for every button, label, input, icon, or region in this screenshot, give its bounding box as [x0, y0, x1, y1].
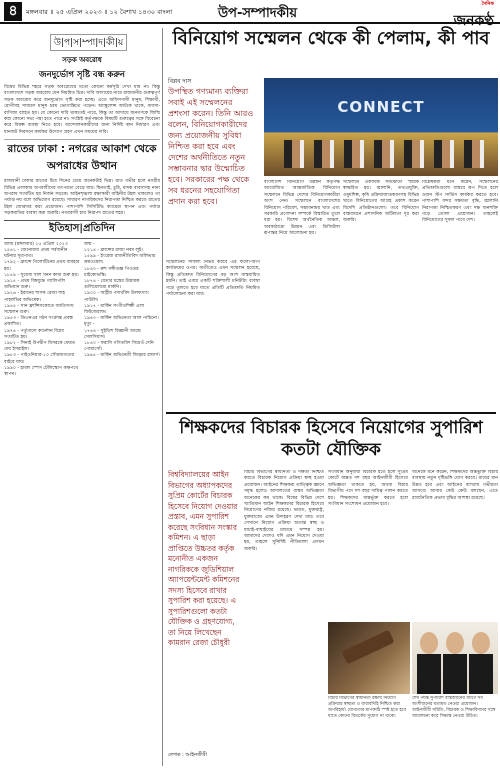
history-item: জন্ম - [84, 241, 95, 247]
article-body-night-dhaka: রাজধানী ঢাকার রাতের চিত্র দিনের চেয়ে অনেকটাই ভিন্ন। রাত গভীর হলে নগরীর বিভিন্ন এলাকায় অপরাধীদের তৎপরতা বেড়ে যায়। ছিনতাই, চুরি, মাদক ব্যবসাসহ নানা অপরাধ সংঘটিত হয় নির্জন সড়কে। আইনশৃঙ্খলা রক্ষাকারী বাহিনীর টহল থাকলেও তা পর্যাপ্ত নয় বলে অভিযোগ রয়েছে। সাধারণ নাগরিকদের নিরাপত্তা নিশ্চিত করতে রাতের টহল জোরদার করা প্রয়োজন। পাশাপাশি সিসিটিভি ক্যামেরা স্থাপন এবং পর্যাপ্ত সড়কবাতির ব্যবস্থা করা জরুরি। নগরবাসী চায় নিরাপদ রাতের শহর। [4, 179, 160, 217]
history-item: ১৯৭৪ - পর্তুগালে কার্নেশন বিপ্লব সংঘটিত হয়। [4, 328, 64, 340]
investment-body-col2: সম্মেলনে একাধিক সমঝোতা স্মারক স্বাক্ষরিত হয়। জ্বালানি, তথ্যপ্রযুক্তি, ওষুধশিল্প, কৃষি প্রক্রিয়াজাতকরণসহ বিভিন্ন খাতে বিনিয়োগের আগ্রহ প্রকাশ করেন বিদেশি প্রতিষ্ঠানগুলো। তবে বিনিয়োগ বাস্তবায়নে প্রশাসনিক জটিলতা দূর করা জরুরি। [343, 180, 419, 224]
history-item: ১৫৪১ - জেনোয়ায় প্রথম সর্বজনীন ঘটনার সূত্রপাত। [4, 247, 68, 260]
history-item: ১৫৯৯ - ইংরেজ রাজনীতিবিদ অলিভার ক্রমওয়েল। [84, 254, 156, 266]
history-item: ১৯৯৫ - মার্কিন অভিনেত্রী জিঞ্জার রজার্স। [84, 353, 160, 359]
judge-robe [417, 654, 441, 694]
judge-figure [420, 632, 438, 654]
history-date: আজ (মঙ্গলবার) ২৫ এপ্রিল ২০২৩ [4, 241, 68, 247]
investment-body-left: সম্মেলনের সাফল্য নির্ভর করবে এর ফলো-আপ কার্যক্রমের ওপর। অতীতেও এমন সম্মেলন হয়েছে, কিন্তু প্রতিশ্রুত বিনিয়োগের বড় অংশ বাস্তবায়িত হয়নি। তাই এবার একটি শক্তিশালী মনিটরিং ব্যবস্থা গড়ে তুলতে হবে যাতে প্রতিটি প্রতিশ্রুতি নিয়মিত পর্যালোচনা করা যায়। [166, 260, 260, 298]
history-list-left [4, 242, 80, 378]
investment-teaser: উপস্থিত গণ্যমান্য ব্যক্তিরা সবাই এই সম্মেলনের প্রশংসা করেন। তিনি আরও বলেন, বিনিয়োগকারীদের জন্য প্রয়োজনীয় সুবিধা নিশ্চিত করা হবে এবং দেশের অর্থনীতিতে নতুন সম্ভাবনার দ্বার উন্মোচিত হবে। সরকারের পক্ষ থেকে সব ধরনের সহযোগিতা প্রদান করা হবে। [168, 87, 254, 206]
dateline: মঙ্গলবার ॥ ২৫ এপ্রিল ২০২৩ ॥ ১২ বৈশাখ ১৪৩০ বাংলা [26, 8, 173, 16]
history-item: ১৮৭৪ - বেতার যন্ত্রের উদ্ভাবক গুলিয়েলমো মার্কনি। [84, 278, 140, 291]
teachers-judges-headline[interactable]: শিক্ষকদের বিচারক হিসেবে নিয়োগের সুপারিশ কতটা যৌক্তিক [166, 412, 496, 461]
investment-byline: বিপ্লব দাস [168, 78, 192, 85]
editorial-kicker: সড়ক অবরোধ [62, 56, 102, 64]
judges-body-col5: শেষ পর্যন্ত সুপারিশ বাস্তবায়নের আগে সব অংশীজনের মতামত নেওয়া প্রয়োজন। আইনজীবী সমিতি, বিচারক ও শিক্ষাবিদদের সঙ্গে আলোচনা করে সিদ্ধান্ত নেওয়া উচিত। [412, 696, 496, 719]
column-brand: উ|প|স|ম্পা|দ|কী|য় [50, 34, 127, 51]
investment-summit-headline[interactable]: বিনিয়োগ সম্মেলন থেকে কী পেলাম, কী পাব [172, 28, 490, 49]
left-column [4, 30, 160, 766]
page-number: ৪ [4, 2, 22, 21]
history-item: মৃত্যু - [84, 322, 95, 328]
page-header [0, 0, 500, 29]
history-item: ১৭৪৪ - সুইডিশ বিজ্ঞানী আন্দ্রে সেলসিয়াস। [84, 328, 141, 340]
investment-body-col1: বাংলাদেশ বিনিয়োগ উন্নয়ন কর্তৃপক্ষ আয়োজিত আন্তর্জাতিক বিনিয়োগ সম্মেলনে বিভিন্ন দেশের বিনিয়োগকারীরা অংশ নেন। সম্মেলনে বাংলাদেশের বিনিয়োগ পরিবেশ, সম্ভাবনাময় খাত এবং সরকারি প্রণোদনা সম্পর্কে বিস্তারিত তুলে ধরা হয়। বিশেষ অর্থনৈতিক অঞ্চল, অবকাঠামো উন্নয়ন এবং ডিজিটাল রূপান্তর নিয়ে আলোচনা হয়। [264, 180, 340, 237]
history-item: ১৮৫৯ - সুয়েজ খাল খনন কাজ শুরু হয়। [4, 272, 79, 278]
judges-body-col3: অনেকে মনে করেন, শিক্ষকদের অন্তর্ভুক্তি বিচার ব্যবস্থায় নতুন দৃষ্টিভঙ্গি যোগ করবে। রায়ের মান উন্নত হবে এবং আইনের ব্যাখ্যায় গভীরতা আসবে। আবার কেউ কেউ বলছেন, এতে রাজনৈতিক প্রভাব বৃদ্ধির আশঙ্কা রয়েছে। [412, 470, 498, 501]
history-item: ১৯৯০ - হাবল স্পেস টেলিস্কোপ কক্ষপথে স্থাপন। [4, 365, 79, 377]
history-item: ১৯৪৫ - সান ফ্রান্সিসকোতে জাতিসংঘ সম্মেলন শুরু। [4, 303, 74, 315]
gavel-icon [341, 630, 394, 665]
panel-speakers-image [284, 140, 484, 168]
judge-figure [446, 632, 464, 654]
judges-illustration [412, 622, 498, 694]
summit-banner-text: CONNECT [337, 98, 425, 116]
investment-body-col3: বিশ্লেষকরা মনে করেন, সম্মেলনের প্রতিশ্রুতিগুলো বাস্তবে রূপ দিতে হলে ওয়ান স্টপ সার্ভিস কার্যকর করতে হবে। পাশাপাশি বন্দর সক্ষমতা বৃদ্ধি, জ্বালানি নিরাপত্তা নিশ্চিতকরণ এবং দক্ষ জনশক্তি গড়ে তোলা প্রয়োজন। তাহলেই বিনিয়োগের সুফল পাবে দেশ। [422, 180, 498, 224]
history-columns [4, 242, 160, 378]
history-item: ১৯৮৩ - পাইওনিয়ার-১০ সৌরজগতের বাইরে যায়। [4, 353, 75, 365]
history-item: ১৮৪০ - রুশ সঙ্গীতজ্ঞ পিওতর চাইকোভস্কি। [84, 266, 139, 278]
teachers-judges-byline: লেখক : আইনজীবী [168, 752, 207, 758]
history-item: ১৯০০ - অস্ট্রীয় পদার্থবিদ উলফগ্যাং পাউলি। [84, 291, 150, 303]
judges-body-col1: বিচার বিভাগের স্বাধীনতা ও দক্ষতা নিশ্চিত করতে বিচারক নিয়োগ প্রক্রিয়া স্বচ্ছ হওয়া প্রয়োজন। আইনের শিক্ষকরা তাত্ত্বিক জ্ঞানে সমৃদ্ধ হলেও আদালতের বাস্তব অভিজ্ঞতা অনেকের কম থাকে। বিশ্বের বিভিন্ন দেশে খ্যাতিমান আইন শিক্ষকদের বিচারক হিসেবে নিয়োগের নজির রয়েছে। ভারত, যুক্তরাষ্ট্র, যুক্তরাজ্যে এমন উদাহরণ দেখা যায়। তবে সেখানে নিয়োগ প্রক্রিয়া অত্যন্ত স্বচ্ছ ও যাচাই-বাছাইয়ের মাধ্যমে সম্পন্ন হয়। আমাদের দেশেও যদি এমন নিয়োগ দেওয়া হয়, তাহলে সুনির্দিষ্ট নীতিমালা প্রণয়ন জরুরি। [244, 470, 324, 552]
history-item: ১৯১৫ - প্রথম বিশ্বযুদ্ধে গ্যালিপলি অভিযান শুরু। [4, 278, 65, 291]
logo-name: জনকণ্ঠ [453, 13, 494, 29]
history-item: ১৯৫৩ - ডিএনএর গঠন সংক্রান্ত প্রবন্ধ প্রকাশিত। [4, 316, 74, 328]
judge-figure [472, 632, 490, 654]
history-list-right [84, 242, 160, 378]
column-divider [162, 28, 163, 766]
teachers-judges-teaser: বিশ্ববিদ্যালয়ের আইন বিভাগের অধ্যাপকদের সুপ্রিম কোর্টের বিচারক হিসেবে নিয়োগ দেওয়ার প্রস্তাব, এমন সুপারিশ করেছে সংবিধান সংস্কার কমিশন। এ ছাড়া প্রাপ্তিতে উচ্চতর কর্তৃক মনোনীত একজন নাগরিককে জুডিশিয়াল অ্যাপয়েন্টমেন্ট কমিশনের সদস্য হিসেবে রাখার সুপারিশ করা হয়েছে। এ সুপারিশগুলো কতটা যৌক্তিক ও গ্রহণযোগ্য, তা নিয়ে লিখেছেন কামরান রেজা চৌধুরী [168, 470, 240, 647]
history-item: ১৭৯২ - ফ্রান্সে গিলোটিনের প্রথম ব্যবহার হয়। [4, 260, 80, 272]
history-item: ১৯১৭ - মার্কিন সংগীতশিল্পী এলা ফিটজেরাল্ড। [84, 303, 145, 315]
logo-prefix: দৈনিক [481, 1, 494, 7]
judges-body-col4: বিচার বিভাগের স্বাধীনতা রক্ষায় নিয়োগ প্রক্রিয়ার স্বচ্ছতা ও জবাবদিহি নিশ্চিত করা অপরিহার্য। যোগ্যতার মাপকাঠি স্পষ্ট হতে হবে যাতে কোনো বিতর্কের সুযোগ না থাকে। [328, 696, 407, 719]
editorial-title[interactable]: জনদুর্ভোগ সৃষ্টি বন্ধ করুন [39, 70, 125, 80]
judge-robe [443, 654, 467, 694]
editorial-body: বিশ্বের বিভিন্ন শহরে সড়ক অবরোধের মতো কোনো কর্মসূচি দেখা যায় না। কিন্তু বাংলাদেশে সড়ক অবরোধ যেন নিয়মিত চিত্র। দাবি আদায়ের নামে রাজধানীর গুরুত্বপূর্ণ সড়ক অবরোধ করে জনদুর্ভোগ সৃষ্টি করা হচ্ছে। এতে অফিসগামী মানুষ, শিক্ষার্থী, রোগীসহ সাধারণ মানুষ চরম ভোগান্তিতে পড়েন। অ্যাম্বুলেন্স আটকে থাকে, ব্যবসা-বাণিজ্য ব্যাহত হয়। যে কোনো দাবি থাকতেই পারে, কিন্তু তা আদায়ে জনগণকে জিম্মি করা কোনো সভ্য পন্থা হতে পারে না। সংশ্লিষ্ট কর্তৃপক্ষকে বিষয়টি গুরুত্বের সঙ্গে বিবেচনা করে বিকল্প ব্যবস্থা নিতে হবে। আন্দোলনকারীদের জন্য নির্দিষ্ট স্থান নির্ধারণ এবং যানজট নিরসনে কার্যকর উদ্যোগ গ্রহণ এখন সময়ের দাবি। [4, 85, 160, 135]
section-title: উপ-সম্পাদকীয় [218, 6, 298, 21]
history-item: ১৯৪০ - মার্কিন অভিনেতা আল পাচিনো। [84, 316, 159, 322]
article-headline-night-dhaka[interactable]: রাতের ঢাকা : নগরের আকাশ থেকে অপরাধের উত্থান [4, 139, 160, 176]
summit-photo [264, 78, 498, 176]
gavel-photo [328, 622, 410, 694]
history-item: ১৯৮২ - সিনাই উপদ্বীপ মিসরকে ফেরত দেয় ইসরাইল। [4, 340, 76, 353]
history-item: ১২১৪ - ফ্রান্সের রাজা নবম লুই। [84, 247, 143, 253]
history-section-title: ইতিহাস|প্রতিদিন [4, 220, 160, 239]
history-item: ১৮৪০ - ফরাসি গণিতবিদ সিমেওঁ দেনি পোয়াসোঁ। [84, 340, 154, 353]
history-item: ১৯২৬ - ইরানের শাসক রেজা শাহ পাহলভির অভিষেক। [4, 291, 65, 303]
judges-body-col2: সংবিধান অনুযায়ী বিচারক হতে হলে সুপ্রিম কোর্টে অন্তত দশ বছর আইনজীবী হিসেবে অভিজ্ঞতা থাকতে হয়, অথবা বিচার বিভাগীয় পদে দশ বছর দায়িত্ব পালন করতে হয়। শিক্ষকদের অন্তর্ভুক্ত করতে হলে সংবিধান সংশোধন প্রয়োজন হবে। [328, 470, 408, 508]
judge-robe [469, 654, 493, 694]
